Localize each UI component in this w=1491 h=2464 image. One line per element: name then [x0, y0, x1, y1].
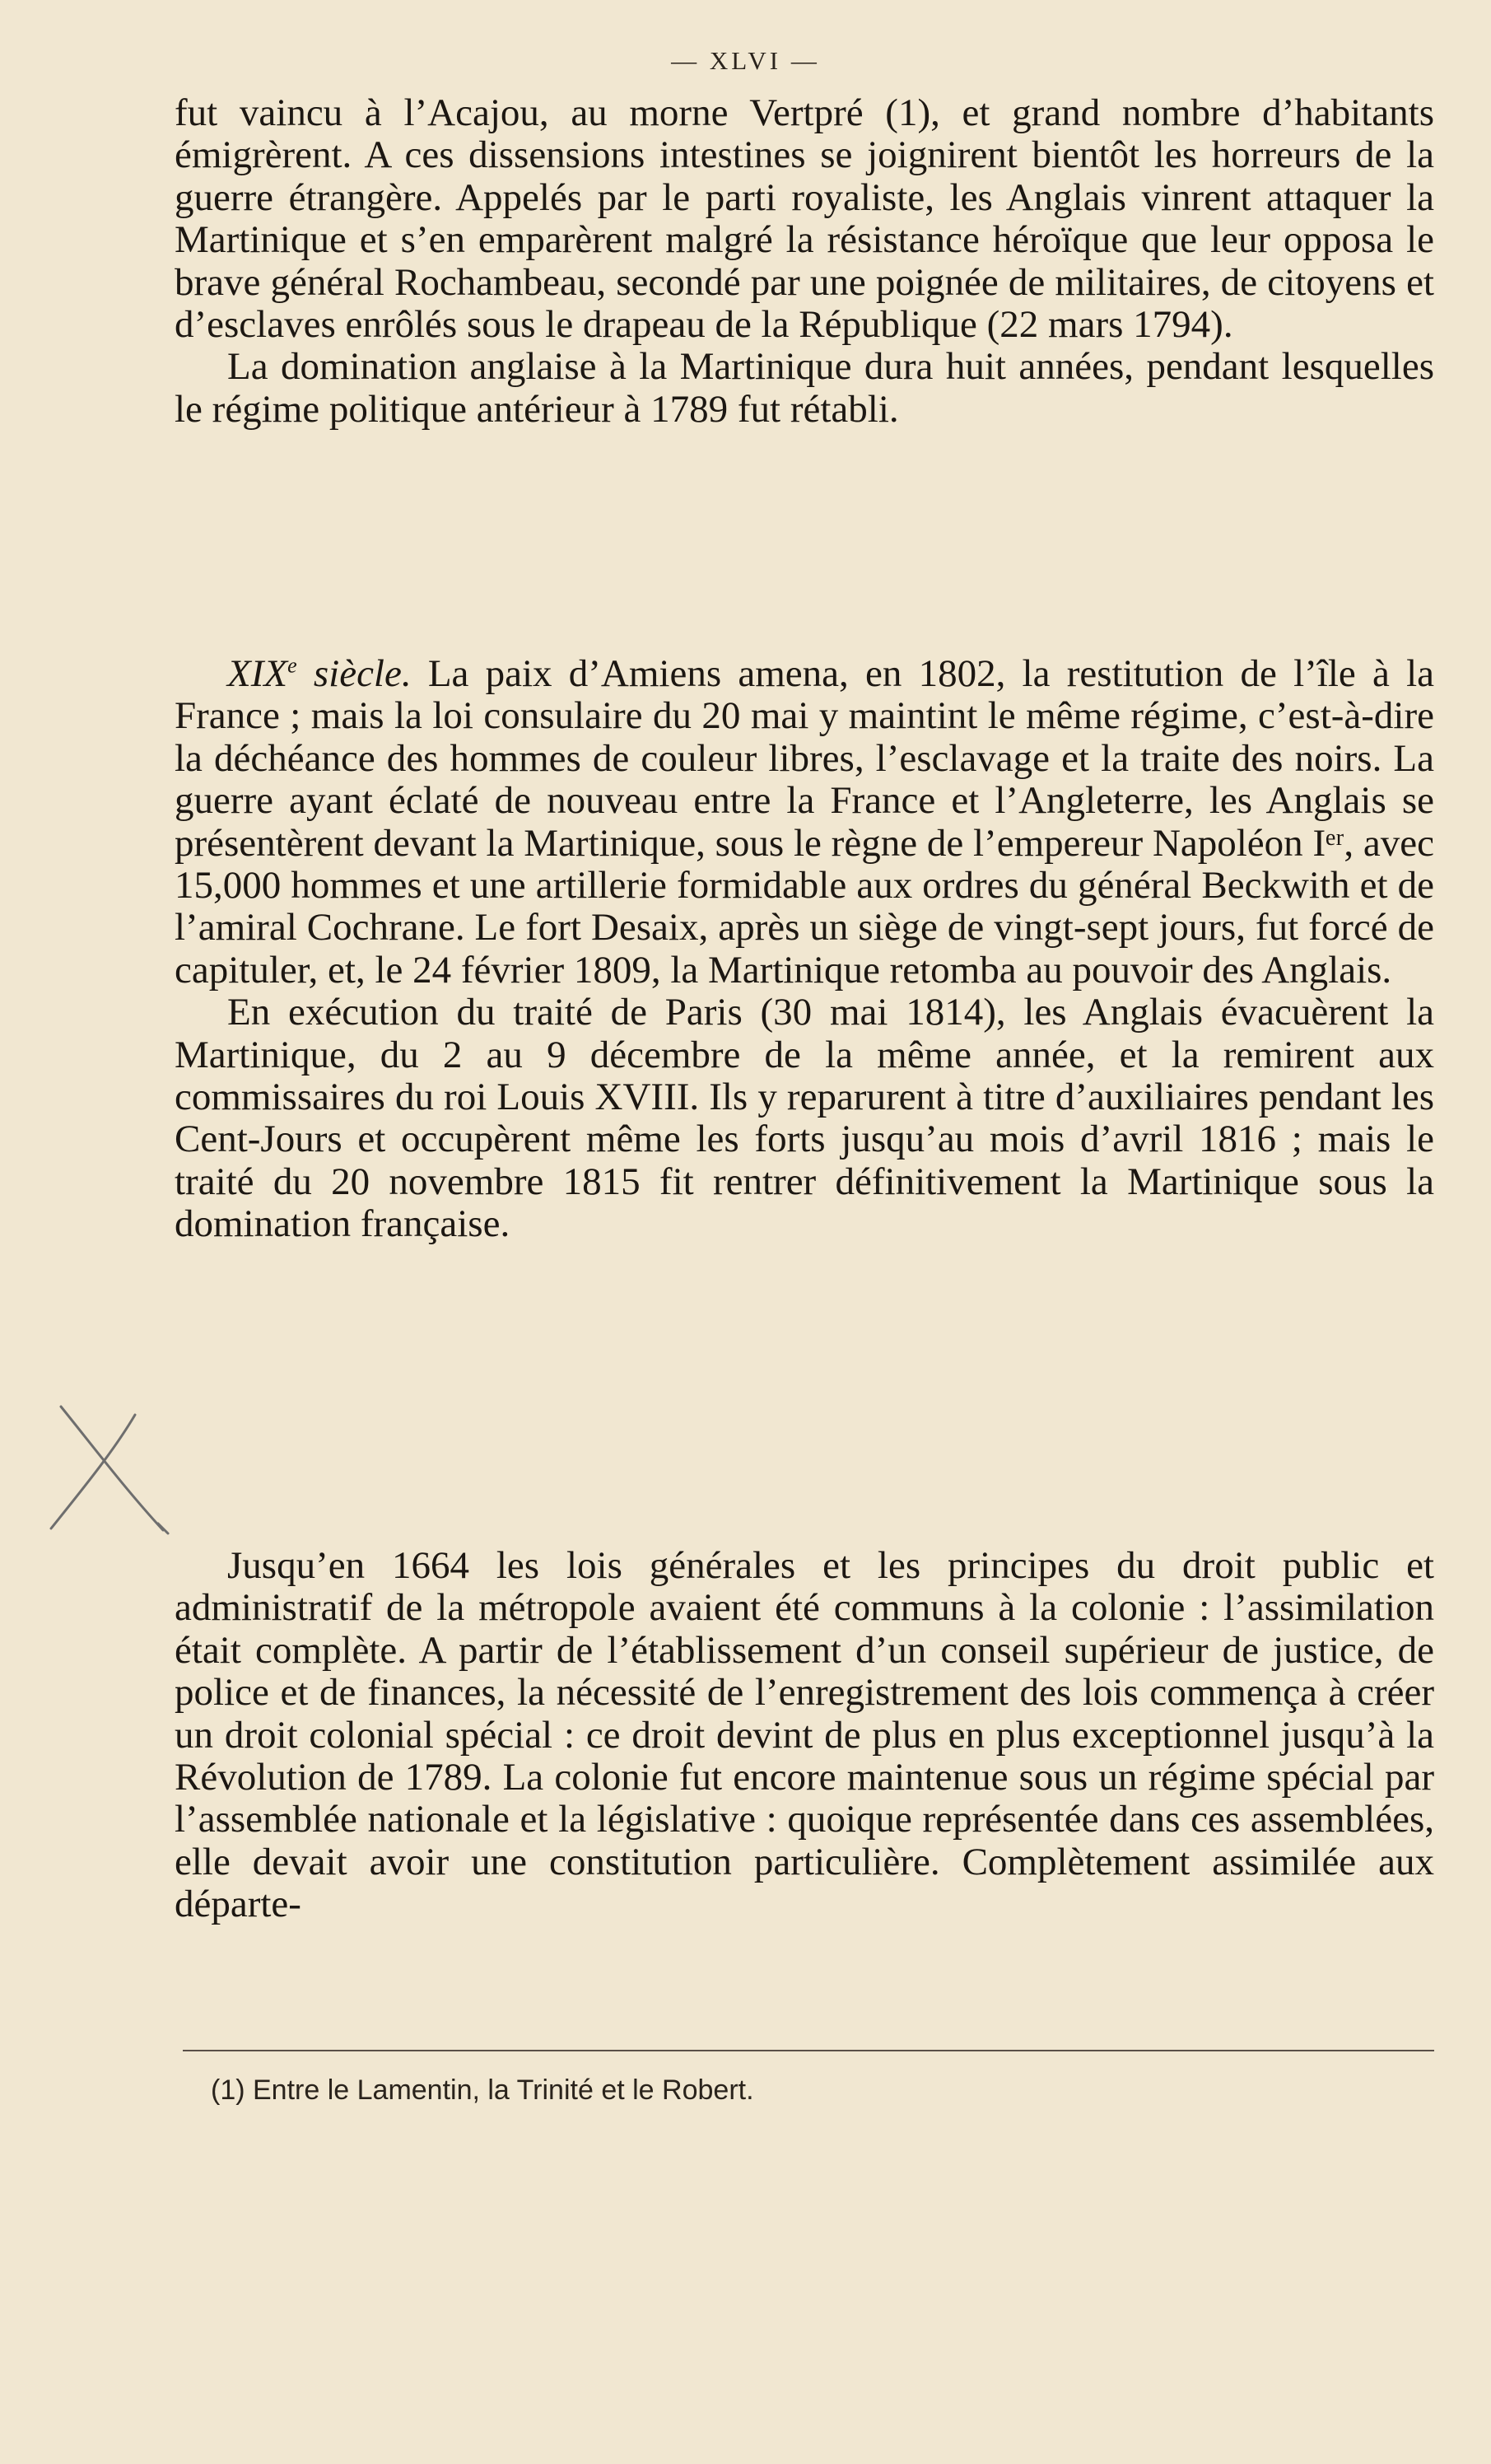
footnote: (1) Entre le Lamentin, la Trinité et le Robert.: [211, 2074, 754, 2106]
text-block-top: [175, 92, 1434, 431]
text-block-bottom: [175, 1545, 1434, 1926]
footnote-rule: [183, 2050, 1434, 2051]
paragraph-colonial-law: Jusqu’en 1664 les lois générales et les principes du droit public et administratif de la métropole avaient été communs à la colonie : l’assimilation était complète. A partir de l’établissement d’un conseil supérieur de justice, de police et de finances, la nécessité de l’enregistrement des lois commença à créer un droit colonial spécial : ce droit devint de plus en plus exceptionnel jusqu’à la Révolution de 1789. La colonie fut encore maintenue sous un régime spécial par l’assemblée nationale et la législative : quoique représentée dans ces assemblées, elle devait avoir une constitution particulière. Complètement assimilée aux départe-: [175, 1544, 1434, 1926]
century-roman: XIX: [227, 652, 288, 695]
page-header: — XLVI —: [671, 46, 820, 75]
pencil-x-mark-icon: [43, 1400, 183, 1540]
paragraph-english-domination: La domination anglaise à la Martinique dura huit années, pendant lesquelles le régime politique antérieur à 1789 fut rétabli.: [175, 345, 1434, 431]
paragraph-nineteenth-century: [175, 653, 1434, 992]
century-heading: [227, 652, 412, 695]
century-word: siècle.: [313, 652, 412, 695]
text-block-middle: [175, 653, 1434, 1246]
paragraph-amiens-text: La paix d’Amiens amena, en 1802, la restitution de l’île à la France ; mais la loi consulaire du 20 mai y maintint le même régime, c’est-à-dire la déchéance des hommes de couleur libres, l’esclavage et la traite des noirs. La guerre ayant éclaté de nouveau entre la France et l’Angleterre, les Anglais se présentèrent devant la Martinique, sous le règne de l’empereur Napoléon Iᵉʳ, avec 15,000 hommes et une artillerie formidable aux ordres du général Beckwith et de l’amiral Cochrane. Le fort Desaix, après un siège de vingt-sept jours, fut forcé de capituler, et, le 24 février 1809, la Martinique retomba au pouvoir des Anglais.: [175, 652, 1435, 992]
paragraph-treaty-paris: En exécution du traité de Paris (30 mai 1814), les Anglais évacuèrent la Martinique, du 2 au 9 décembre de la même année, et la remirent aux commissaires du roi Louis XVIII. Ils y reparurent à titre d’auxiliaires pendant les Cent-Jours et occupèrent même les forts jusqu’au mois d’avril 1816 ; mais le traité du 20 novembre 1815 fit rentrer définitivement la Martinique sous la domination française.: [175, 991, 1434, 1246]
century-superscript: e: [287, 653, 297, 678]
paragraph-continuation: fut vaincu à l’Acajou, au morne Vertpré (1), et grand nombre d’habitants émigrèrent. A ces dissensions intestines se joignirent bientôt les horreurs de la guerre étrangère. Appelés par le parti royaliste, les Anglais vinrent attaquer la Martinique et s’en emparèrent malgré la résistance héroïque que leur opposa le brave général Rochambeau, secondé par une poignée de militaires, de citoyens et d’esclaves enrôlés sous le drapeau de la République (22 mars 1794).: [175, 91, 1434, 347]
